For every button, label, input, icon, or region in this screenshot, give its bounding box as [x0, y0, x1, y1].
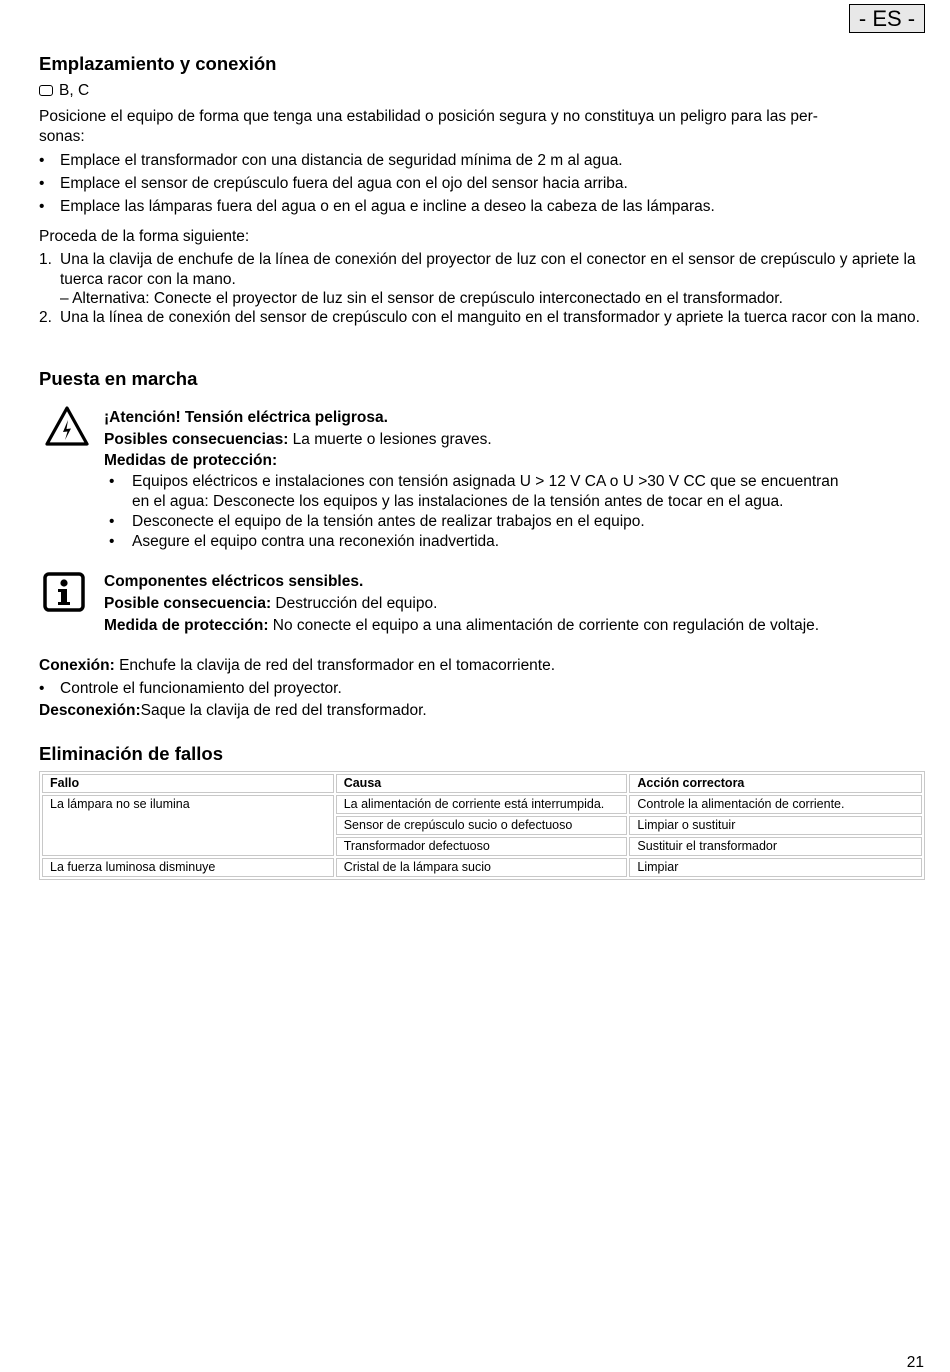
disconnection-label: Desconexión:: [39, 702, 141, 719]
step-text: Una la línea de conexión del sensor de crepúsculo con el manguito en el transformador y apriete la tuerca racor con la mano.: [60, 309, 920, 326]
table-cell-cause: La alimentación de corriente está interrumpida.: [336, 795, 628, 814]
table-cell-action: Limpiar: [629, 858, 922, 877]
notice-measure-label: Medida de protección:: [104, 617, 269, 634]
connection-label: Conexión:: [39, 657, 115, 674]
bullet-icon: •: [39, 152, 45, 169]
figure-reference: [39, 81, 927, 101]
notice-measure: [104, 615, 926, 637]
table-cell-action: Limpiar o sustituir: [629, 816, 922, 835]
info-icon: [43, 572, 85, 612]
bullet-icon: •: [109, 533, 115, 550]
list-item: [104, 472, 926, 492]
table-header-row: [42, 774, 922, 793]
warning-consequences: [104, 429, 926, 451]
table-cell-cause: Sensor de crepúsculo sucio o defectuoso: [336, 816, 628, 835]
table-cell-fault: La fuerza luminosa disminuye: [42, 858, 334, 877]
table-header-cell: Fallo: [42, 774, 334, 793]
fault-table: [39, 771, 925, 880]
bullet-icon: •: [39, 175, 45, 192]
warning-consequences-label: Posibles consecuencias:: [104, 430, 289, 448]
list-item-text: Controle el funcionamiento del proyector.: [60, 680, 342, 697]
notice-consequence-label: Posible consecuencia:: [104, 595, 272, 612]
figure-ref-icon: [39, 85, 53, 96]
table-cell-action: Sustituir el transformador: [629, 837, 922, 856]
table-row: [42, 858, 922, 877]
electrical-hazard-icon: [44, 405, 90, 447]
notice-block: [104, 571, 926, 637]
table-cell-fault: La lámpara no se ilumina: [42, 795, 334, 856]
disconnection-text: Saque la clavija de red del transformador.: [140, 702, 427, 719]
connection-line: [39, 656, 927, 676]
list-item-text: Emplace las lámparas fuera del agua o en el agua e incline a deseo la cabeza de las lámparas.: [60, 198, 715, 215]
setup-intro: [39, 107, 927, 146]
setup-intro-line2: sonas:: [39, 127, 85, 145]
procedure-intro: Proceda de la forma siguiente:: [39, 228, 250, 245]
language-tag: - ES -: [849, 4, 925, 33]
list-item-text: Asegure el equipo contra una reconexión inadvertida.: [132, 533, 500, 550]
warning-block: [104, 407, 926, 553]
disconnection-line: [39, 701, 927, 721]
bullet-icon: •: [109, 472, 115, 490]
table-cell-cause: Cristal de la lámpara sucio: [336, 858, 628, 877]
notice-heading: Componentes eléctricos sensibles.: [104, 573, 364, 590]
bullet-icon: •: [109, 512, 115, 530]
list-item-text: Emplace el sensor de crepúsculo fuera del agua con el ojo del sensor hacia arriba.: [60, 175, 628, 192]
section-title-setup: Emplazamiento y conexión: [39, 53, 277, 74]
section-title-faults: Eliminación de fallos: [39, 743, 224, 764]
list-item-text: Emplace el transformador con una distancia de seguridad mínima de 2 m al agua.: [60, 152, 623, 169]
notice-consequence: [104, 593, 926, 615]
connection-text: Enchufe la clavija de red del transformador en el tomacorriente.: [114, 657, 556, 674]
list-item-continuation: [104, 492, 926, 512]
table-cell-cause: Transformador defectuoso: [336, 837, 628, 856]
list-item-text: Desconecte el equipo de la tensión antes de realizar trabajos en el equipo.: [132, 512, 645, 530]
table-header-cell: Causa: [336, 774, 628, 793]
bullet-icon: •: [39, 198, 45, 215]
list-item: [104, 532, 926, 553]
notice-consequence-text: Destrucción del equipo.: [271, 595, 438, 612]
figure-ref-text: B, C: [59, 82, 90, 99]
list-item-text: Equipos eléctricos e instalaciones con tensión asignada U > 12 V CA o U >30 V CC que se encuentran: [132, 472, 839, 490]
notice-measure-text: No conecte el equipo a una alimentación de corriente con regulación de voltaje.: [268, 617, 820, 634]
step-number: 2.: [39, 309, 52, 326]
step-alternative: – Alternativa: Conecte el proyector de luz sin el sensor de crepúsculo interconectado en el transformador.: [60, 290, 783, 307]
bullet-icon: •: [39, 680, 45, 697]
warning-measures-label: Medidas de protección:: [104, 452, 278, 469]
section-title-startup: Puesta en marcha: [39, 368, 198, 389]
step-text: Una la clavija de enchufe de la línea de conexión del proyector de luz con el conector en el sensor de crepúsculo y apriete la tuerca racor con la mano.: [60, 251, 916, 288]
table-header-cell: Acción correctora: [629, 774, 922, 793]
page-number: 21: [906, 1354, 924, 1371]
warning-heading: ¡Atención! Tensión eléctrica peligrosa.: [104, 409, 388, 426]
step-number: 1.: [39, 251, 52, 268]
warning-consequences-text: La muerte o lesiones graves.: [288, 430, 492, 448]
table-row: [42, 795, 922, 814]
list-item: [104, 512, 926, 533]
setup-intro-line1: Posicione el equipo de forma que tenga una estabilidad o posición segura y no constituya un peligro para las per-: [39, 108, 818, 125]
list-item-text: en el agua: Desconecte los equipos y las instalaciones de la tensión antes de tocar en el agua.: [132, 492, 784, 510]
table-cell-action: Controle la alimentación de corriente.: [629, 795, 922, 814]
